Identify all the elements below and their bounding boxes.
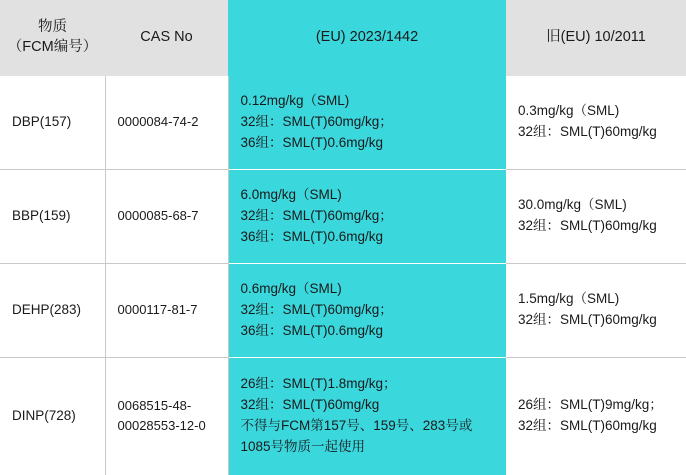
cell-new-regulation — [228, 76, 506, 169]
column-header-old-regulation — [506, 0, 686, 76]
cell-cas-no — [105, 169, 228, 263]
usage-restriction-note: 不得与FCM第157号、159号、283号或1085号物质一起使用 — [240, 418, 473, 455]
cell-old-regulation — [506, 169, 686, 263]
cell-substance: BBP(159) — [0, 169, 105, 263]
table-row — [0, 263, 686, 357]
header-line: CAS No — [140, 29, 193, 46]
header-line: 物质 — [38, 19, 67, 36]
limit-line: 36组：SML(T)0.6mg/kg — [240, 322, 384, 338]
table-header — [0, 0, 686, 76]
limit-line: 0.12mg/kg（SML) — [240, 93, 350, 109]
cell-cas-no — [105, 357, 228, 475]
limit-line: 32组：SML(T)60mg/kg — [518, 418, 657, 434]
limit-line: 26组：SML(T)1.8mg/kg； — [240, 376, 397, 392]
limit-line: 26组：SML(T)9mg/kg； — [518, 397, 663, 413]
limit-line: 0.6mg/kg（SML) — [240, 280, 342, 296]
column-header-substance — [0, 0, 105, 76]
limit-line: 1.5mg/kg（SML) — [518, 291, 620, 307]
cas-line: 0000117-81-7 — [117, 302, 198, 318]
limit-line: 36组：SML(T)0.6mg/kg — [240, 134, 384, 150]
cas-line: 0068515-48- — [117, 398, 192, 414]
cell-cas-no — [105, 263, 228, 357]
cell-substance: DBP(157) — [0, 76, 105, 169]
limit-line: 36组：SML(T)0.6mg/kg — [240, 228, 384, 244]
cell-old-regulation — [506, 357, 686, 475]
table-body — [0, 76, 686, 475]
limit-line: 32组：SML(T)60mg/kg — [518, 312, 657, 328]
cell-new-regulation — [228, 357, 506, 475]
cas-line: 00028553-12-0 — [117, 418, 206, 434]
limit-line: 32组：SML(T)60mg/kg； — [240, 113, 393, 129]
limit-line: 6.0mg/kg（SML) — [240, 186, 342, 202]
cell-substance: DEHP(283) — [0, 263, 105, 357]
cas-line: 0000085-68-7 — [117, 208, 199, 224]
header-line: （FCM编号） — [7, 39, 98, 55]
limit-line: 32组：SML(T)60mg/kg； — [240, 207, 393, 223]
limit-line: 32组：SML(T)60mg/kg — [518, 124, 657, 140]
limit-line: 32组：SML(T)60mg/kg； — [240, 301, 393, 317]
cas-line: 0000084-74-2 — [117, 114, 199, 130]
column-header-cas-no — [105, 0, 228, 76]
table-row — [0, 357, 686, 475]
cell-substance: DINP(728) — [0, 357, 105, 475]
cell-old-regulation — [506, 76, 686, 169]
column-header-new-regulation — [228, 0, 506, 76]
header-line: (EU) 2023/1442 — [315, 29, 419, 46]
header-row — [0, 0, 686, 76]
table-row — [0, 169, 686, 263]
cell-new-regulation — [228, 169, 506, 263]
limit-line: 32组：SML(T)60mg/kg — [518, 218, 657, 234]
cell-old-regulation — [506, 263, 686, 357]
limit-line: 30.0mg/kg（SML) — [518, 197, 627, 213]
cell-cas-no — [105, 76, 228, 169]
table-row — [0, 76, 686, 169]
limit-line: 0.3mg/kg（SML) — [518, 103, 620, 119]
limit-line: 32组：SML(T)60mg/kg — [240, 397, 380, 413]
cell-new-regulation — [228, 263, 506, 357]
header-line: 旧(EU) 10/2011 — [546, 29, 646, 46]
